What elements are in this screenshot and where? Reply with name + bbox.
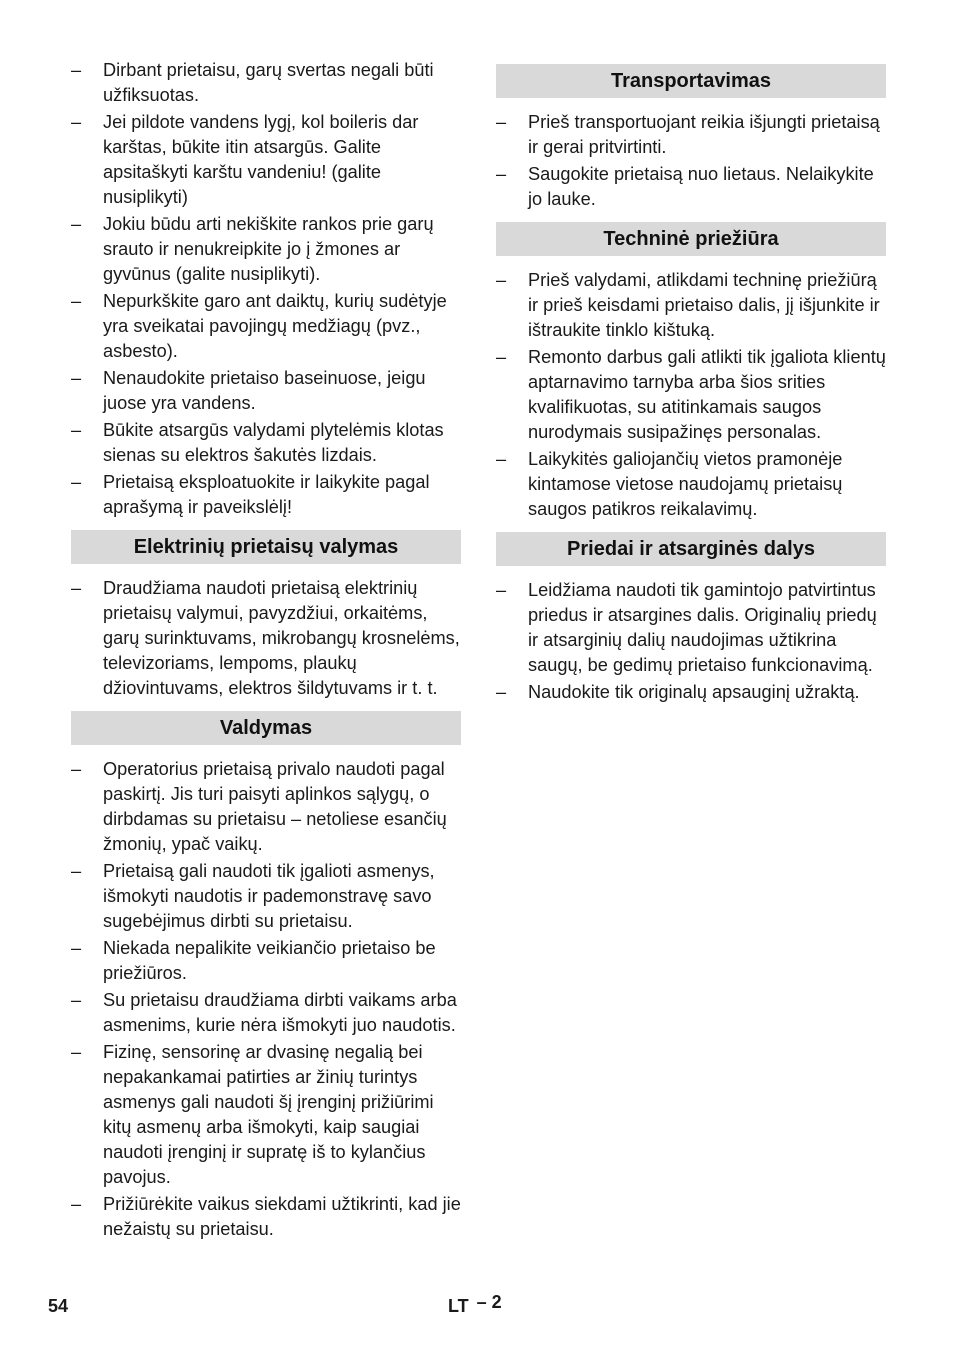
- list-item-text: Jei pildote vandens lygį, kol boileris dar karštas, būkite itin atsargūs. Galite apsitaškyti karštu vandeniu! (galite nusiplikyti): [103, 112, 419, 207]
- list-item-text: Leidžiama naudoti tik gamintojo patvirtintus priedus ir atsargines dalis. Originalių priedų ir atsarginių dalių naudojimas užtikrina saugų, be gedimų prietaiso funkcionavimą.: [528, 580, 877, 675]
- bullet-dash: –: [71, 214, 82, 234]
- bullet-dash: –: [71, 990, 82, 1010]
- list-item: [71, 110, 461, 210]
- section-electrical-cleaning: [71, 530, 461, 701]
- list-item-text: Fizinę, sensorinę ar dvasinę negalią bei nepakankamai patirties ar žinių turintys asmenys gali naudoti šį įrenginį prižiūrimi kitų asmenų arba išmokyti, kaip saugiai naudoti įrenginį ir supratę iš to kylančius pavojus.: [103, 1042, 434, 1187]
- bullet-dash: –: [71, 938, 82, 958]
- maintenance-list: [496, 268, 886, 522]
- list-item: [71, 1192, 461, 1242]
- list-item: [71, 289, 461, 364]
- list-item: [71, 576, 461, 701]
- list-item: [71, 1040, 461, 1190]
- electrical-cleaning-list: [71, 576, 461, 701]
- bullet-dash: –: [71, 1042, 82, 1062]
- list-item-text: Nenaudokite prietaiso baseinuose, jeigu juose yra vandens.: [103, 368, 426, 413]
- list-item-text: Laikykitės galiojančių vietos pramonėje kintamose vietose naudojamų prietaisų saugos patikros reikalavimų.: [528, 449, 843, 519]
- bullet-dash: –: [496, 112, 507, 132]
- list-item: [496, 345, 886, 445]
- list-item: [71, 988, 461, 1038]
- page-number: 54: [48, 1296, 69, 1316]
- list-item: [71, 58, 461, 108]
- heading-electrical-cleaning: Elektrinių prietaisų valymas: [71, 530, 461, 564]
- intro-list: [71, 58, 461, 520]
- list-item: [496, 268, 886, 343]
- section-accessories: [496, 532, 886, 705]
- list-item: [71, 366, 461, 416]
- list-item: [71, 859, 461, 934]
- list-item: [71, 418, 461, 468]
- bullet-dash: –: [71, 60, 82, 80]
- bullet-dash: –: [71, 759, 82, 779]
- list-item: [71, 212, 461, 287]
- heading-maintenance: Techninė priežiūra: [496, 222, 886, 256]
- accessories-list: [496, 578, 886, 705]
- bullet-dash: –: [71, 420, 82, 440]
- list-item: [71, 757, 461, 857]
- list-item-text: Prieš valydami, atlikdami techninę priežiūrą ir prieš keisdami prietaiso dalis, jį išjunkite ir ištraukite tinklo kištuką.: [528, 270, 880, 340]
- list-item: [71, 936, 461, 986]
- bullet-dash: –: [71, 368, 82, 388]
- bullet-dash: –: [496, 270, 507, 290]
- bullet-dash: –: [496, 580, 507, 600]
- bullet-dash: –: [496, 164, 507, 184]
- right-column: [496, 64, 886, 707]
- list-item: [496, 447, 886, 522]
- heading-operation: Valdymas: [71, 711, 461, 745]
- bullet-dash: –: [71, 112, 82, 132]
- bullet-dash: –: [71, 578, 82, 598]
- list-item-text: Jokiu būdu arti nekiškite rankos prie garų srauto ir nenukreipkite jo į žmones ar gyvūnus (galite nusiplikyti).: [103, 214, 434, 284]
- list-item-text: Su prietaisu draudžiama dirbti vaikams arba asmenims, kurie nėra išmokyti juo naudotis.: [103, 990, 457, 1035]
- list-item-text: Saugokite prietaisą nuo lietaus. Nelaikykite jo lauke.: [528, 164, 874, 209]
- language-code: LT: [448, 1296, 469, 1316]
- bullet-dash: –: [496, 682, 507, 702]
- bullet-dash: –: [71, 861, 82, 881]
- transport-list: [496, 110, 886, 212]
- list-item-text: Prižiūrėkite vaikus siekdami užtikrinti, kad jie nežaistų su prietaisu.: [103, 1194, 461, 1239]
- list-item-text: Nepurkškite garo ant daiktų, kurių sudėtyje yra sveikatai pavojingų medžiagų (pvz., asbesto).: [103, 291, 447, 361]
- section-transport: [496, 64, 886, 212]
- operation-list: [71, 757, 461, 1242]
- list-item: [496, 162, 886, 212]
- bullet-dash: –: [71, 291, 82, 311]
- list-item-text: Prietaisą gali naudoti tik įgalioti asmenys, išmokyti naudotis ir pademonstravę savo sugebėjimus dirbti su prietaisu.: [103, 861, 435, 931]
- bullet-dash: –: [71, 1194, 82, 1214]
- list-item: [496, 578, 886, 678]
- footer-language: [448, 1292, 502, 1317]
- list-item-text: Remonto darbus gali atlikti tik įgaliota klientų aptarnavimo tarnyba arba šios srities kvalifikuotas, su atitinkamais saugos nurodymais susipažinęs personalas.: [528, 347, 886, 442]
- list-item: [496, 110, 886, 160]
- list-item-text: Būkite atsargūs valydami plytelėmis klotas sienas su elektros šakutės lizdais.: [103, 420, 444, 465]
- left-column: [71, 58, 461, 1244]
- section-operation: [71, 711, 461, 1242]
- list-item-text: Operatorius prietaisą privalo naudoti pagal paskirtį. Jis turi paisyti aplinkos sąlygų, o dirbdamas su prietaisu – netoliese esančių žmonių, ypač vaikų.: [103, 759, 447, 854]
- list-item-text: Prieš transportuojant reikia išjungti prietaisą ir gerai pritvirtinti.: [528, 112, 880, 157]
- list-item-text: Draudžiama naudoti prietaisą elektrinių prietaisų valymui, pavyzdžiui, orkaitėms, garų surinktuvams, mikrobangų krosnelėms, televizoriams, lempoms, plaukų džiovintuvams, elektros šildytuvams ir t. t.: [103, 578, 460, 698]
- heading-accessories: Priedai ir atsarginės dalys: [496, 532, 886, 566]
- list-item: [496, 680, 886, 705]
- list-item-text: Prietaisą eksploatuokite ir laikykite pagal aprašymą ir paveikslėlį!: [103, 472, 430, 517]
- heading-transport: Transportavimas: [496, 64, 886, 98]
- bullet-dash: –: [71, 472, 82, 492]
- list-item: [71, 470, 461, 520]
- section-maintenance: [496, 222, 886, 522]
- page-separator: – 2: [476, 1292, 502, 1312]
- bullet-dash: –: [496, 347, 507, 367]
- list-item-text: Niekada nepalikite veikiančio prietaiso be priežiūros.: [103, 938, 436, 983]
- list-item-text: Naudokite tik originalų apsauginį užraktą.: [528, 682, 860, 702]
- bullet-dash: –: [496, 449, 507, 469]
- list-item-text: Dirbant prietaisu, garų svertas negali būti užfiksuotas.: [103, 60, 434, 105]
